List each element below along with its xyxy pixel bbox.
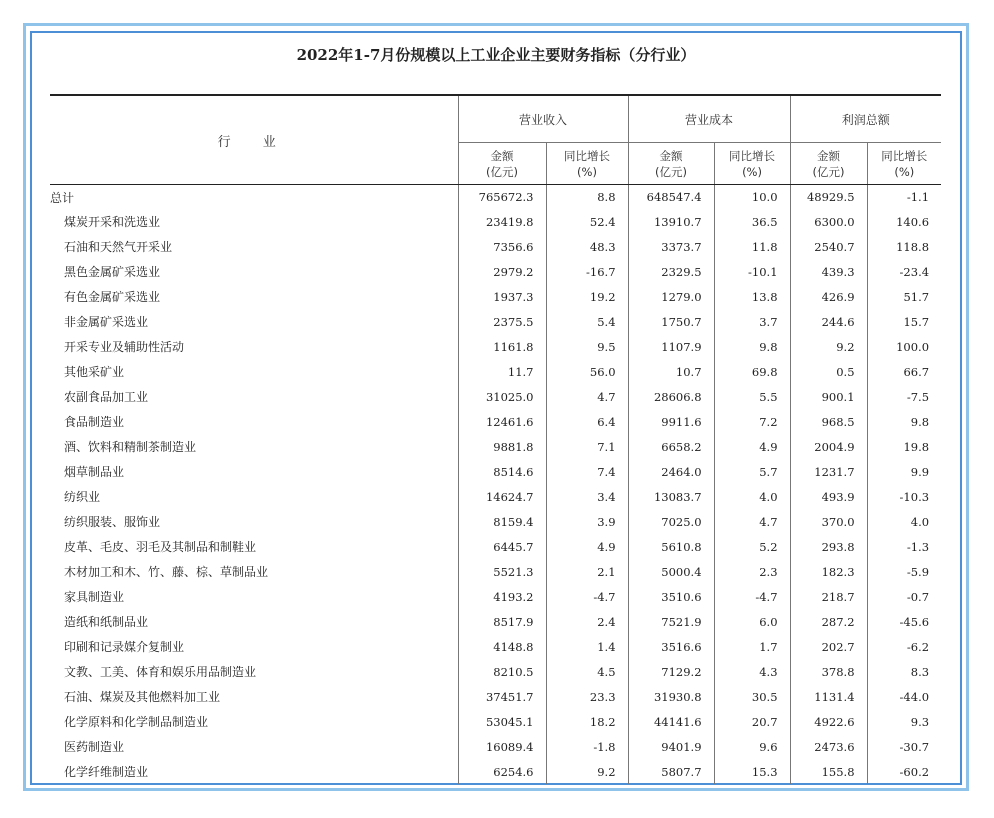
industry-name: 造纸和纸制品业: [50, 609, 458, 634]
cost-growth-cell: 5.5: [714, 384, 790, 409]
revenue-growth-header: 同比增长 (%): [546, 143, 628, 185]
revenue-amount-cell: 7356.6: [458, 234, 546, 259]
profit-growth-header: 同比增长 (%): [867, 143, 941, 185]
cost-growth-cell: 4.0: [714, 484, 790, 509]
revenue-amount-cell: 4148.8: [458, 634, 546, 659]
cost-growth-cell: -10.1: [714, 259, 790, 284]
industry-name: 纺织服装、服饰业: [50, 509, 458, 534]
profit-growth-cell: -60.2: [899, 764, 930, 779]
table-row: [50, 434, 941, 459]
cost-growth-cell: 5.2: [714, 534, 790, 559]
revenue-growth-cell: 9.5: [546, 334, 628, 359]
profit-amount-cell: 0.5: [790, 359, 867, 384]
cost-growth-cell: 4.3: [714, 659, 790, 684]
revenue-amount-cell: 8210.5: [458, 659, 546, 684]
cost-growth-cell: 69.8: [714, 359, 790, 384]
cost-amount-cell: 5000.4: [628, 559, 714, 584]
revenue-growth-cell: -1.8: [546, 734, 628, 759]
revenue-growth-cell: 4.5: [546, 659, 628, 684]
table-row: [50, 734, 941, 759]
industry-name: 黑色金属矿采选业: [50, 259, 458, 284]
cost-amount-cell: 3373.7: [628, 234, 714, 259]
profit-growth-cell: -5.9: [906, 564, 930, 579]
revenue-amount-cell: 9881.8: [458, 434, 546, 459]
table-row: [50, 659, 941, 684]
profit-growth-cell: -30.7: [899, 739, 930, 754]
cost-amount-cell: 13083.7: [628, 484, 714, 509]
revenue-amount-cell: 765672.3: [458, 185, 546, 210]
cost-amount-cell: 9911.6: [628, 409, 714, 434]
cost-amount-cell: 648547.4: [628, 185, 714, 210]
industry-name: 烟草制品业: [50, 459, 458, 484]
revenue-growth-cell: 18.2: [546, 709, 628, 734]
profit-amount-cell: 293.8: [790, 534, 867, 559]
profit-header: 利润总额: [790, 95, 941, 143]
revenue-amount-cell: 23419.8: [458, 209, 546, 234]
revenue-header: 营业收入: [458, 95, 628, 143]
revenue-amount-cell: 6445.7: [458, 534, 546, 559]
profit-amount-cell: 493.9: [790, 484, 867, 509]
cost-growth-cell: 30.5: [714, 684, 790, 709]
revenue-amount-cell: 5521.3: [458, 559, 546, 584]
table-row: [50, 634, 941, 659]
cost-amount-cell: 6658.2: [628, 434, 714, 459]
revenue-growth-cell: 8.8: [546, 185, 628, 210]
cost-growth-cell: 36.5: [714, 209, 790, 234]
profit-amount-cell: 2473.6: [790, 734, 867, 759]
table-row: [50, 409, 941, 434]
profit-growth-cell: -7.5: [906, 389, 930, 404]
revenue-growth-cell: 48.3: [546, 234, 628, 259]
table-row: [50, 534, 941, 559]
cost-growth-cell: 6.0: [714, 609, 790, 634]
profit-growth-cell: -10.3: [899, 489, 930, 504]
table-row: [50, 759, 941, 784]
industry-name: 木材加工和木、竹、藤、棕、草制品业: [50, 559, 458, 584]
table-row: [50, 234, 941, 259]
revenue-growth-cell: 52.4: [546, 209, 628, 234]
cost-amount-cell: 3510.6: [628, 584, 714, 609]
revenue-amount-cell: 8517.9: [458, 609, 546, 634]
revenue-amount-cell: 37451.7: [458, 684, 546, 709]
table-row: [50, 509, 941, 534]
revenue-growth-cell: 5.4: [546, 309, 628, 334]
profit-amount-cell: 287.2: [790, 609, 867, 634]
table-row: [50, 559, 941, 584]
revenue-amount-cell: 8514.6: [458, 459, 546, 484]
cost-growth-cell: 5.7: [714, 459, 790, 484]
profit-amount-cell: 1231.7: [790, 459, 867, 484]
table-row: [50, 384, 941, 409]
cost-growth-cell: 20.7: [714, 709, 790, 734]
revenue-growth-cell: 3.4: [546, 484, 628, 509]
revenue-growth-cell: -4.7: [546, 584, 628, 609]
profit-growth-cell: 4.0: [910, 514, 930, 529]
industry-name: 有色金属矿采选业: [50, 284, 458, 309]
profit-amount-cell: 182.3: [790, 559, 867, 584]
table-row: [50, 209, 941, 234]
cost-header: 营业成本: [628, 95, 790, 143]
revenue-growth-cell: 19.2: [546, 284, 628, 309]
revenue-growth-cell: 4.7: [546, 384, 628, 409]
profit-amount-cell: 370.0: [790, 509, 867, 534]
industry-name: 石油、煤炭及其他燃料加工业: [50, 684, 458, 709]
cost-growth-cell: 3.7: [714, 309, 790, 334]
cost-growth-cell: 15.3: [714, 759, 790, 784]
profit-amount-cell: 2540.7: [790, 234, 867, 259]
cost-growth-cell: 9.6: [714, 734, 790, 759]
industry-name: 其他采矿业: [50, 359, 458, 384]
revenue-amount-cell: 6254.6: [458, 759, 546, 784]
revenue-amount-cell: 31025.0: [458, 384, 546, 409]
industry-name: 文教、工美、体育和娱乐用品制造业: [50, 659, 458, 684]
cost-amount-cell: 31930.8: [628, 684, 714, 709]
revenue-amount-cell: 1161.8: [458, 334, 546, 359]
industry-name: 化学纤维制造业: [50, 759, 458, 784]
cost-growth-cell: 10.0: [714, 185, 790, 210]
industry-name: 纺织业: [50, 484, 458, 509]
profit-growth-cell: -0.7: [906, 589, 930, 604]
industry-name: 印刷和记录媒介复制业: [50, 634, 458, 659]
profit-amount-cell: 155.8: [790, 759, 867, 784]
industry-name: 医药制造业: [50, 734, 458, 759]
table-row: [50, 459, 941, 484]
profit-amount-cell: 6300.0: [790, 209, 867, 234]
profit-amount-cell: 426.9: [790, 284, 867, 309]
revenue-amount-cell: 14624.7: [458, 484, 546, 509]
revenue-growth-cell: 56.0: [546, 359, 628, 384]
table-row: [50, 359, 941, 384]
revenue-growth-cell: 23.3: [546, 684, 628, 709]
industry-name: 煤炭开采和洗选业: [50, 209, 458, 234]
profit-amount-cell: 244.6: [790, 309, 867, 334]
table-row: [50, 609, 941, 634]
cost-amount-cell: 28606.8: [628, 384, 714, 409]
profit-growth-cell: 100.0: [896, 339, 930, 354]
industry-name: 家具制造业: [50, 584, 458, 609]
revenue-amount-cell: 2375.5: [458, 309, 546, 334]
cost-amount-cell: 7129.2: [628, 659, 714, 684]
cost-growth-cell: -4.7: [714, 584, 790, 609]
table-row: [50, 259, 941, 284]
cost-growth-cell: 2.3: [714, 559, 790, 584]
cost-growth-cell: 13.8: [714, 284, 790, 309]
table-row: [50, 334, 941, 359]
profit-growth-cell: 9.8: [910, 414, 930, 429]
profit-growth-cell: 9.9: [910, 464, 930, 479]
profit-growth-cell: 118.8: [896, 239, 930, 254]
cost-amount-cell: 3516.6: [628, 634, 714, 659]
industry-name: 石油和天然气开采业: [50, 234, 458, 259]
revenue-amount-cell: 12461.6: [458, 409, 546, 434]
cost-amount-cell: 44141.6: [628, 709, 714, 734]
cost-amount-cell: 1750.7: [628, 309, 714, 334]
industry-name: 非金属矿采选业: [50, 309, 458, 334]
cost-amount-cell: 1107.9: [628, 334, 714, 359]
profit-growth-cell: 9.3: [910, 714, 930, 729]
cost-amount-header: 金额 (亿元): [628, 143, 714, 185]
revenue-amount-cell: 1937.3: [458, 284, 546, 309]
cost-amount-cell: 7025.0: [628, 509, 714, 534]
table-row: [50, 309, 941, 334]
industry-name: 开采专业及辅助性活动: [50, 334, 458, 359]
table-title: 2022年1-7月份规模以上工业企业主要财务指标（分行业）: [296, 46, 696, 64]
profit-growth-cell: 15.7: [903, 314, 930, 329]
table-row: [50, 709, 941, 734]
cost-amount-cell: 9401.9: [628, 734, 714, 759]
cost-growth-cell: 1.7: [714, 634, 790, 659]
industry-name: 总计: [50, 185, 458, 210]
cost-amount-cell: 5807.7: [628, 759, 714, 784]
table-row: [50, 484, 941, 509]
revenue-growth-cell: 3.9: [546, 509, 628, 534]
revenue-growth-cell: 7.4: [546, 459, 628, 484]
profit-growth-cell: -1.3: [906, 539, 930, 554]
cost-growth-cell: 11.8: [714, 234, 790, 259]
industry-name: 农副食品加工业: [50, 384, 458, 409]
profit-amount-cell: 900.1: [790, 384, 867, 409]
revenue-amount-cell: 2979.2: [458, 259, 546, 284]
table-row: [50, 584, 941, 609]
profit-amount-cell: 1131.4: [790, 684, 867, 709]
profit-amount-cell: 4922.6: [790, 709, 867, 734]
revenue-growth-cell: 1.4: [546, 634, 628, 659]
table-row: [50, 284, 941, 309]
cost-amount-cell: 2464.0: [628, 459, 714, 484]
industry-header: 行 业: [50, 95, 458, 185]
revenue-amount-header: 金额 (亿元): [458, 143, 546, 185]
profit-growth-cell: -44.0: [899, 689, 930, 704]
profit-amount-cell: 378.8: [790, 659, 867, 684]
profit-amount-header: 金额 (亿元): [790, 143, 867, 185]
cost-growth-header: 同比增长 (%): [714, 143, 790, 185]
revenue-growth-cell: 7.1: [546, 434, 628, 459]
revenue-growth-cell: 2.1: [546, 559, 628, 584]
cost-growth-cell: 9.8: [714, 334, 790, 359]
revenue-amount-cell: 11.7: [458, 359, 546, 384]
table-row: [50, 684, 941, 709]
cost-amount-cell: 13910.7: [628, 209, 714, 234]
profit-growth-cell: -6.2: [906, 639, 930, 654]
profit-amount-cell: 218.7: [790, 584, 867, 609]
profit-amount-cell: 9.2: [790, 334, 867, 359]
cost-growth-cell: 4.9: [714, 434, 790, 459]
cost-amount-cell: 7521.9: [628, 609, 714, 634]
profit-growth-cell: 66.7: [903, 364, 930, 379]
revenue-growth-cell: 2.4: [546, 609, 628, 634]
cost-amount-cell: 5610.8: [628, 534, 714, 559]
cost-amount-cell: 2329.5: [628, 259, 714, 284]
profit-growth-cell: 8.3: [910, 664, 930, 679]
profit-growth-cell: 51.7: [903, 289, 930, 304]
cost-amount-cell: 1279.0: [628, 284, 714, 309]
revenue-amount-cell: 8159.4: [458, 509, 546, 534]
table-body: [50, 185, 941, 785]
profit-amount-cell: 968.5: [790, 409, 867, 434]
table-row: [50, 185, 941, 210]
profit-amount-cell: 439.3: [790, 259, 867, 284]
cost-amount-cell: 10.7: [628, 359, 714, 384]
profit-growth-cell: -45.6: [899, 614, 930, 629]
industry-name: 化学原料和化学制品制造业: [50, 709, 458, 734]
revenue-growth-cell: 9.2: [546, 759, 628, 784]
cost-growth-cell: 7.2: [714, 409, 790, 434]
revenue-growth-cell: 4.9: [546, 534, 628, 559]
profit-growth-cell: -1.1: [906, 190, 930, 204]
profit-amount-cell: 202.7: [790, 634, 867, 659]
industry-name: 酒、饮料和精制茶制造业: [50, 434, 458, 459]
cost-growth-cell: 4.7: [714, 509, 790, 534]
revenue-amount-cell: 4193.2: [458, 584, 546, 609]
profit-amount-cell: 48929.5: [790, 185, 867, 210]
industry-name: 皮革、毛皮、羽毛及其制品和制鞋业: [50, 534, 458, 559]
financial-indicators-table: [50, 94, 941, 784]
revenue-amount-cell: 16089.4: [458, 734, 546, 759]
profit-growth-cell: 140.6: [896, 214, 930, 229]
revenue-amount-cell: 53045.1: [458, 709, 546, 734]
profit-growth-cell: 19.8: [903, 439, 930, 454]
industry-name: 食品制造业: [50, 409, 458, 434]
revenue-growth-cell: -16.7: [546, 259, 628, 284]
revenue-growth-cell: 6.4: [546, 409, 628, 434]
profit-growth-cell: -23.4: [899, 264, 930, 279]
profit-amount-cell: 2004.9: [790, 434, 867, 459]
